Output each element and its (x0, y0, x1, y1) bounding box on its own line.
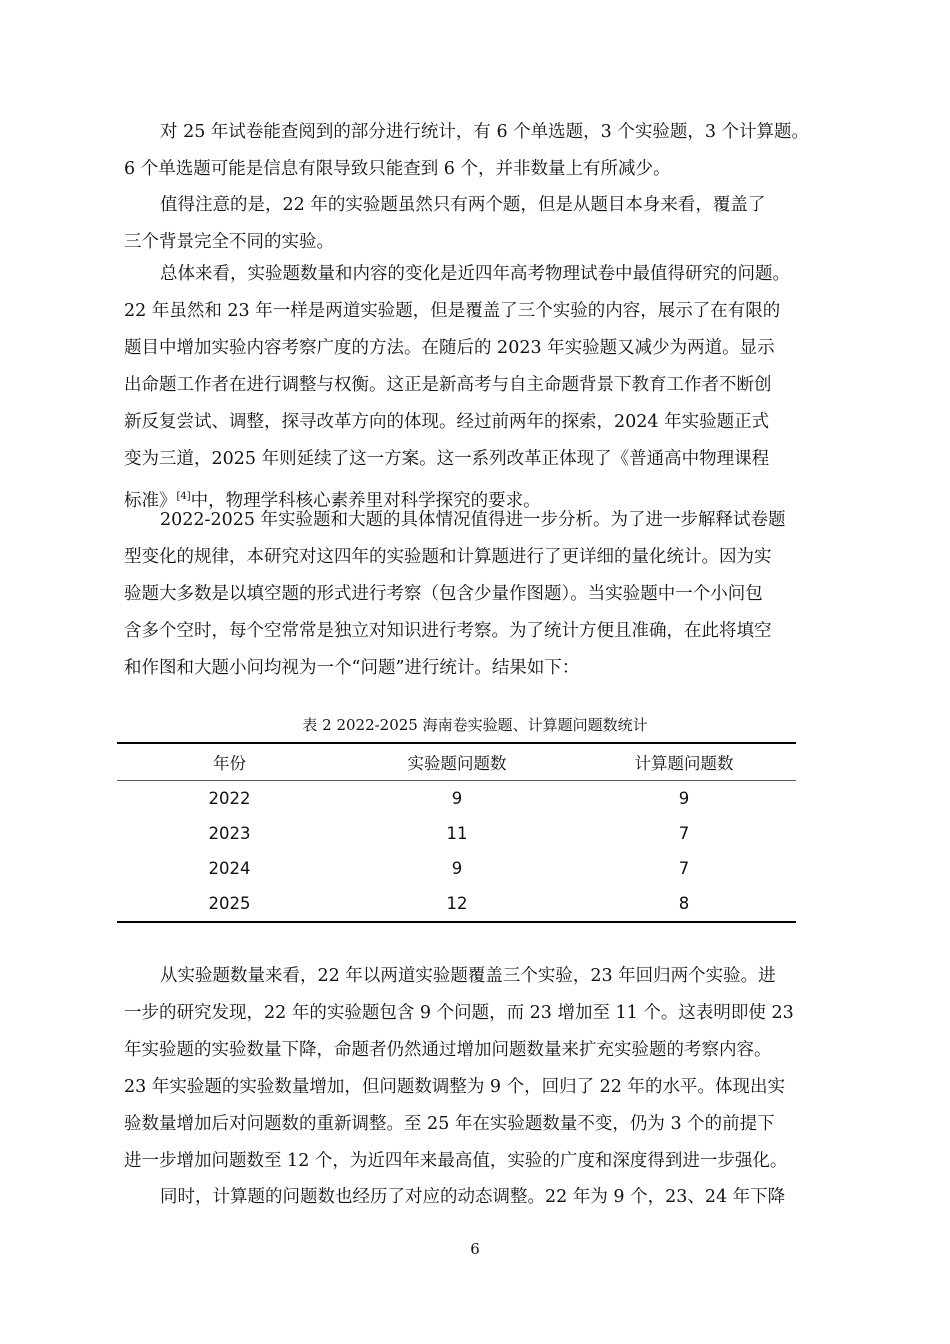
text-line: 出命题工作者在进行调整与权衡。这正是新高考与自主命题背景下教育工作者不断创 (124, 375, 772, 395)
table-cell-experiment: 11 (446, 824, 468, 843)
table-cell-experiment: 9 (451, 789, 463, 808)
text-line: 型变化的规律，本研究对这四年的实验题和计算题进行了更详细的量化统计。因为实 (124, 547, 772, 567)
page-number: 6 (470, 1240, 480, 1258)
table-header-row (117, 743, 796, 781)
text-line: 新反复尝试、调整，探寻改革方向的体现。经过前两年的探索，2024 年实验题正式 (124, 412, 770, 432)
text-line: 从实验题数量来看，22 年以两道实验题覆盖三个实验，23 年回归两个实验。进 (160, 966, 776, 986)
text-line: 同时，计算题的问题数也经历了对应的动态调整。22 年为 9 个，23、24 年下降 (160, 1187, 786, 1207)
paragraph-4 (124, 502, 844, 687)
column-header-year: 年份 (213, 754, 246, 773)
paragraph-5 (124, 958, 844, 1180)
text-line: 一步的研究发现，22 年的实验题包含 9 个问题，而 23 增加至 11 个。这表明即使 23 (124, 1003, 794, 1023)
text-line: 进一步增加问题数至 12 个，为近四年来最高值，实验的广度和深度得到进一步强化。 (124, 1151, 788, 1171)
text-line: 和作图和大题小问均视为一个“问题”进行统计。结果如下： (124, 658, 580, 678)
table-row (117, 851, 796, 886)
text-line: 2022-2025 年实验题和大题的具体情况值得进一步分析。为了进一步解释试卷题 (160, 510, 786, 530)
table-cell-year: 2022 (208, 789, 251, 808)
table-cell-calculation: 8 (678, 894, 690, 913)
column-header-calculation-questions: 计算题问题数 (634, 754, 734, 773)
text-line: 变为三道，2025 年则延续了这一方案。这一系列改革正体现了《普通高中物理课程 (124, 449, 770, 469)
table-cell-experiment: 12 (446, 894, 468, 913)
table-cell-experiment: 9 (451, 859, 463, 878)
text-line: 验题大多数是以填空题的形式进行考察（包含少量作图题）。当实验题中一个小问包 (124, 584, 763, 604)
citation-reference[interactable]: [4] (176, 491, 191, 502)
text-line: 三个背景完全不同的实验。 (124, 232, 334, 252)
text-fragment: 标准》 (124, 491, 177, 511)
paragraph-1 (124, 114, 844, 188)
text-line: 总体来看，实验题数量和内容的变化是近四年高考物理试卷中最值得研究的问题。 (160, 264, 790, 284)
text-line: 23 年实验题的实验数量增加，但问题数调整为 9 个，回归了 22 年的水平。体现出实 (124, 1077, 785, 1097)
table-row (117, 816, 796, 851)
table-cell-year: 2025 (208, 894, 251, 913)
table-caption: 表 2 2022-2025 海南卷实验题、计算题问题数统计 (302, 716, 648, 734)
column-header-experiment-questions: 实验题问题数 (407, 754, 507, 773)
paragraph-3 (124, 256, 844, 520)
text-line: 年实验题的实验数量下降，命题者仍然通过增加问题数量来扩充实验题的考察内容。 (124, 1040, 772, 1060)
text-fragment: 中，物理学科核心素养里对科学探究的要求。 (190, 491, 541, 511)
table-cell-calculation: 7 (678, 824, 690, 843)
table-cell-calculation: 9 (678, 789, 690, 808)
text-line: 对 25 年试卷能查阅到的部分进行统计，有 6 个单选题，3 个实验题，3 个计算题。 (160, 122, 810, 142)
table-cell-year: 2024 (208, 859, 251, 878)
table-row (117, 886, 796, 922)
statistics-table (117, 742, 796, 923)
paragraph-6 (124, 1179, 844, 1216)
text-line: 22 年虽然和 23 年一样是两道实验题，但是覆盖了三个实验的内容，展示了在有限的 (124, 301, 781, 321)
table-cell-year: 2023 (208, 824, 251, 843)
text-line: 题目中增加实验内容考察广度的方法。在随后的 2023 年实验题又减少为两道。显示 (124, 338, 775, 358)
text-line: 含多个空时，每个空常常是独立对知识进行考察。为了统计方便且准确，在此将填空 (124, 621, 772, 641)
table-row (117, 781, 796, 817)
text-line: 验数量增加后对问题数的重新调整。至 25 年在实验题数量不变，仍为 3 个的前提下 (124, 1114, 775, 1134)
table-cell-calculation: 7 (678, 859, 690, 878)
paragraph-2 (124, 187, 844, 261)
text-line: 值得注意的是，22 年的实验题虽然只有两个题，但是从题目本身来看，覆盖了 (160, 195, 766, 215)
text-line: 6 个单选题可能是信息有限导致只能查到 6 个，并非数量上有所减少。 (124, 159, 671, 179)
